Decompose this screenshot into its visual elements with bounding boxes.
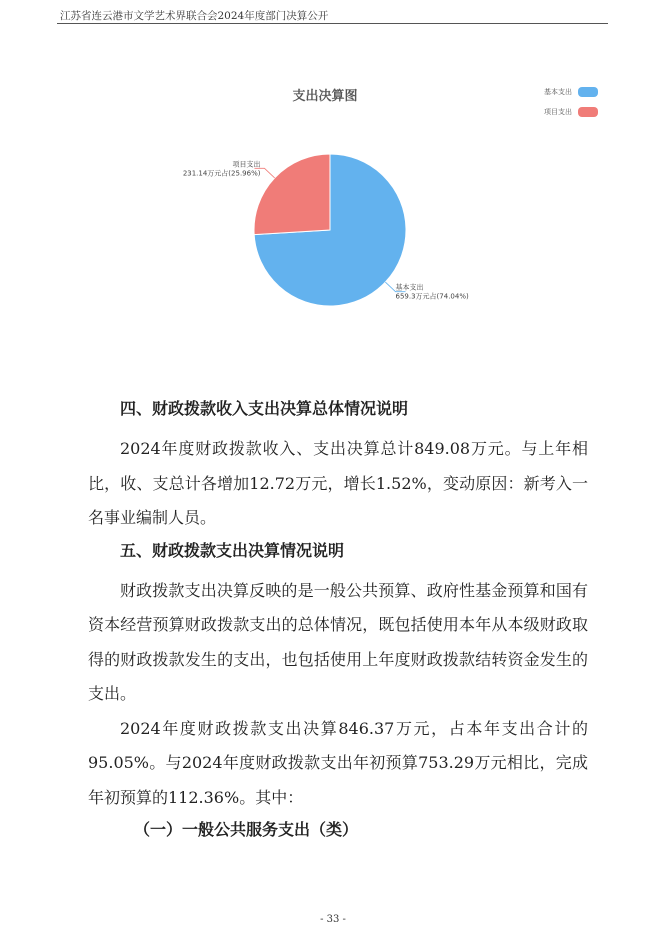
slice-label-value: 231.14万元占(25.96%) [182,169,261,178]
page-header: 江苏省连云港市文学艺术界联合会2024年度部门决算公开 [60,10,329,22]
slice-label-value: 659.3万元占(74.04%) [395,292,469,301]
section-4-paragraph: 2024年度财政拨款收入、支出决算总计849.08万元。与上年相比，收、支总计各增加12.72万元，增长1.52%，变动原因：新考入一名事业编制人员。 [88,439,588,527]
chart-title: 支出决算图 [292,89,358,104]
subsection-heading: （一）一般公共服务支出（类） [134,820,359,839]
section-5-paragraph-2: 2024年度财政拨款支出决算846.37万元，占本年支出合计的95.05%。与2024年度财政拨款支出年初预算753.29万元相比，完成年初预算的112.36%。其中： [88,718,588,807]
page-number: - 33 - [320,914,346,925]
section-4-heading: 四、财政拨款收入支出决算总体情况说明 [120,399,409,418]
pie-chart [140,70,610,350]
slice-label-name: 项目支出 [232,160,261,169]
header-rule [57,23,608,24]
legend-label: 项目支出 [544,108,572,116]
pie-svg [140,70,610,350]
section-5-heading: 五、财政拨款支出决算情况说明 [120,540,345,560]
section-5-paragraph-1: 财政拨款支出决算反映的是一般公共预算、政府性基金预算和国有资本经营预算财政拨款支出的总体情况，既包括使用本年从本级财政取得的财政拨款发生的支出，也包括使用上年度财政拨款结转资金发生的支出。 [88,580,588,703]
slice-label-name: 基本支出 [395,283,424,292]
pie-slice-project[interactable] [254,154,330,235]
legend-label: 基本支出 [544,88,572,96]
body-content [88,398,588,853]
